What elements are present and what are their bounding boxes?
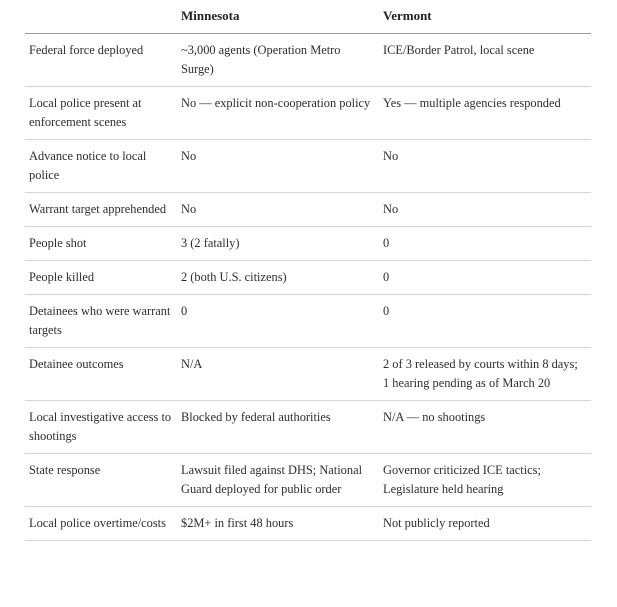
row-label: Local police present at enforcement scenes [25,87,177,140]
vermont-cell: ICE/Border Patrol, local scene [379,34,591,87]
minnesota-cell: No [177,193,379,227]
minnesota-cell: N/A [177,348,379,401]
minnesota-cell: $2M+ in first 48 hours [177,507,379,541]
vermont-cell: 0 [379,261,591,295]
vermont-cell: No [379,193,591,227]
header-metric [25,0,177,34]
vermont-cell: 0 [379,227,591,261]
table-row [25,34,591,87]
vermont-cell: Governor criticized ICE tactics; Legislature held hearing [379,454,591,507]
row-label: Warrant target apprehended [25,193,177,227]
minnesota-cell: 0 [177,295,379,348]
table-row [25,401,591,454]
minnesota-cell: 3 (2 fatally) [177,227,379,261]
table-row [25,193,591,227]
vermont-cell: Yes — multiple agencies responded [379,87,591,140]
header-vermont: Vermont [379,0,591,34]
header-row [25,0,591,34]
header-minnesota: Minnesota [177,0,379,34]
row-label: Local police overtime/costs [25,507,177,541]
minnesota-cell: Lawsuit filed against DHS; National Guard deployed for public order [177,454,379,507]
table-row [25,507,591,541]
vermont-cell: Not publicly reported [379,507,591,541]
comparison-table [25,0,591,541]
comparison-table-container [25,0,591,541]
table-row [25,295,591,348]
row-label: State response [25,454,177,507]
minnesota-cell: No — explicit non-cooperation policy [177,87,379,140]
row-label: People killed [25,261,177,295]
minnesota-cell: No [177,140,379,193]
row-label: People shot [25,227,177,261]
minnesota-cell: ~3,000 agents (Operation Metro Surge) [177,34,379,87]
table-row [25,454,591,507]
row-label: Local investigative access to shootings [25,401,177,454]
vermont-cell: 0 [379,295,591,348]
table-row [25,261,591,295]
row-label: Advance notice to local police [25,140,177,193]
row-label: Detainee outcomes [25,348,177,401]
row-label: Detainees who were warrant targets [25,295,177,348]
table-row [25,87,591,140]
vermont-cell: No [379,140,591,193]
table-row [25,348,591,401]
vermont-cell: 2 of 3 released by courts within 8 days; 1 hearing pending as of March 20 [379,348,591,401]
table-row [25,140,591,193]
vermont-cell: N/A — no shootings [379,401,591,454]
table-row [25,227,591,261]
minnesota-cell: 2 (both U.S. citizens) [177,261,379,295]
row-label: Federal force deployed [25,34,177,87]
minnesota-cell: Blocked by federal authorities [177,401,379,454]
